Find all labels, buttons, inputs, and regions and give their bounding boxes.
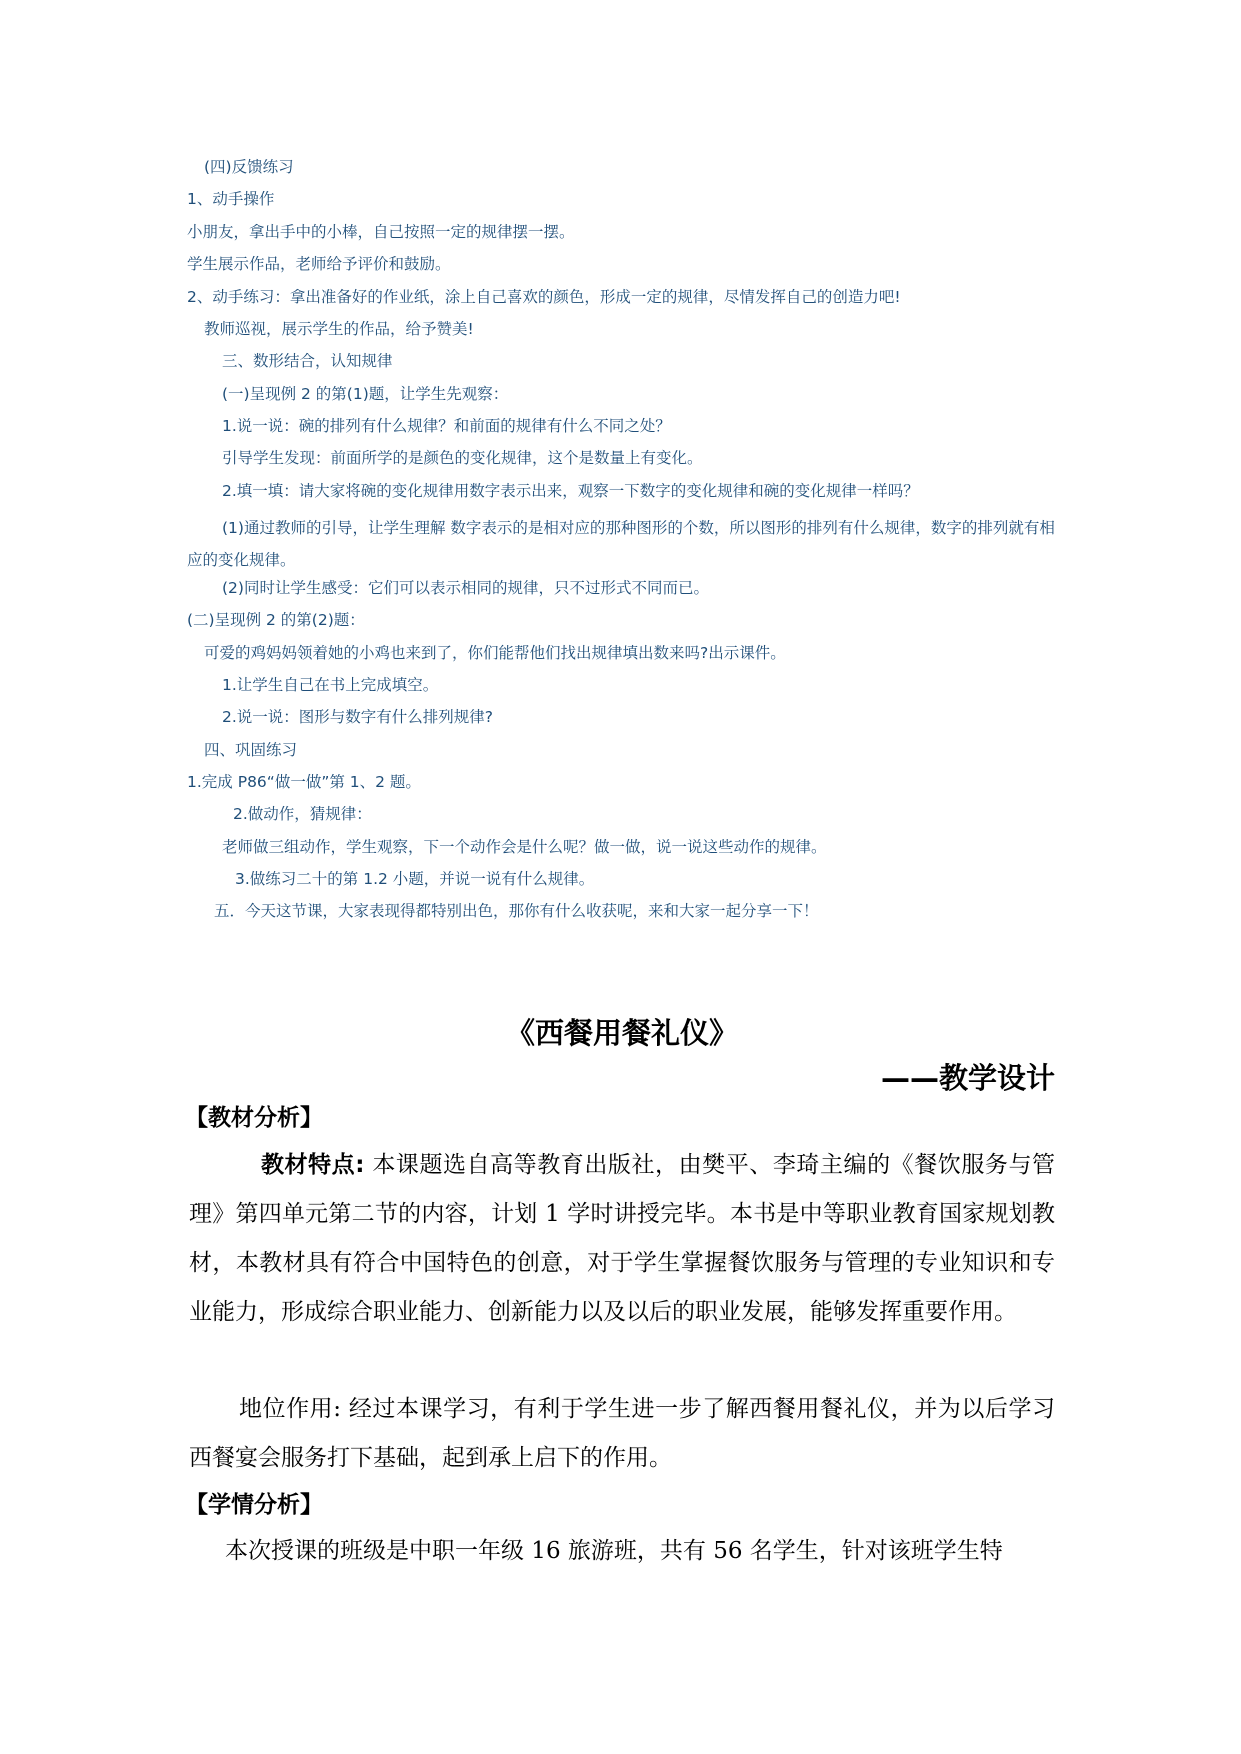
text-line: (2)同时让学生感受：它们可以表示相同的规律，只不过形式不同而已。 <box>222 579 709 597</box>
text-line: 小朋友，拿出手中的小棒，自己按照一定的规律摆一摆。 <box>187 223 575 241</box>
text-line: 引导学生发现：前面所学的是颜色的变化规律，这个是数量上有变化。 <box>222 449 703 467</box>
section-heading-textbook-analysis: 【教材分析】 <box>185 1105 323 1131</box>
section-feedback-practice: (四)反馈练习 <box>204 158 294 176</box>
text-line: 2.填一填：请大家将碗的变化规律用数字表示出来，观察一下数字的变化规律和碗的变化规律一样吗？ <box>222 482 919 500</box>
text-line: (一)呈现例 2 的第(1)题，让学生先观察： <box>222 385 509 403</box>
text-line: 3.做练习二十的第 1.2 小题，并说一说有什么规律。 <box>235 870 595 888</box>
section-number-shape: 三、数形结合，认知规律 <box>222 352 393 370</box>
section-consolidation-practice: 四、巩固练习 <box>204 741 298 759</box>
text-line: (二)呈现例 2 的第(2)题： <box>187 611 365 629</box>
paragraph-class-info: 本次授课的班级是中职一年级 16 旅游班，共有 56 名学生，针对该班学生特 <box>225 1538 1003 1564</box>
item-hands-on-exercise: 2、动手练习：拿出准备好的作业纸，涂上自己喜欢的颜色，形成一定的规律，尽情发挥自己的创造力吧! <box>187 288 901 306</box>
text-paragraph: (1)通过教师的引导，让学生理解 数字表示的是相对应的那种图形的个数，所以图形的排列有什么规律，数字的排列就有相应的变化规律。 <box>187 519 1055 569</box>
section-heading-learner-analysis: 【学情分析】 <box>185 1492 323 1518</box>
document-subtitle: ——教学设计 <box>880 1061 1055 1095</box>
text-line: 教师巡视，展示学生的作品，给予赞美! <box>204 320 474 338</box>
text-line: 学生展示作品，老师给予评价和鼓励。 <box>187 255 451 273</box>
paragraph-text: 本课题选自高等教育出版社，由樊平、李琦主编的《餐饮服务与管理》第四单元第二节的内容，计划 1 学时讲授完毕。本书是中等职业教育国家规划教材，本教材具有符合中国特色的创意，对于学生掌握餐饮服务与管理的专业知识和专业能力，形成综合职业能力、创新能力以及以后的职业发展，能够发挥重要作用。 <box>189 1152 1056 1325</box>
section-summary: 五．今天这节课，大家表现得都特别出色，那你有什么收获呢，来和大家一起分享一下！ <box>214 902 819 920</box>
text-line: 1.说一说：碗的排列有什么规律？和前面的规律有什么不同之处？ <box>222 417 671 435</box>
text-line: 可爱的鸡妈妈领着她的小鸡也来到了，你们能帮他们找出规律填出数来吗?出示课件。 <box>204 644 786 662</box>
paragraph-position-role: 地位作用: 经过本课学习，有利于学生进一步了解西餐用餐礼仪，并为以后学习西餐宴会服务打下基础，起到承上启下的作用。 <box>189 1396 1055 1471</box>
text-line: 2.说一说：图形与数字有什么排列规律? <box>222 708 494 726</box>
document-title: 《西餐用餐礼仪》 <box>505 1016 738 1050</box>
item-hands-on-operation: 1、动手操作 <box>187 190 275 208</box>
text-line: 1.完成 P86“做一做”第 1、2 题。 <box>187 773 421 791</box>
text-line: 1.让学生自己在书上完成填空。 <box>222 676 439 694</box>
text-line: 2.做动作，猜规律： <box>233 805 372 823</box>
label-textbook-features: 教材特点: <box>261 1152 365 1178</box>
text-line: 老师做三组动作，学生观察，下一个动作会是什么呢？做一做，说一说这些动作的规律。 <box>222 838 827 856</box>
paragraph-textbook-features <box>189 1141 1055 1337</box>
